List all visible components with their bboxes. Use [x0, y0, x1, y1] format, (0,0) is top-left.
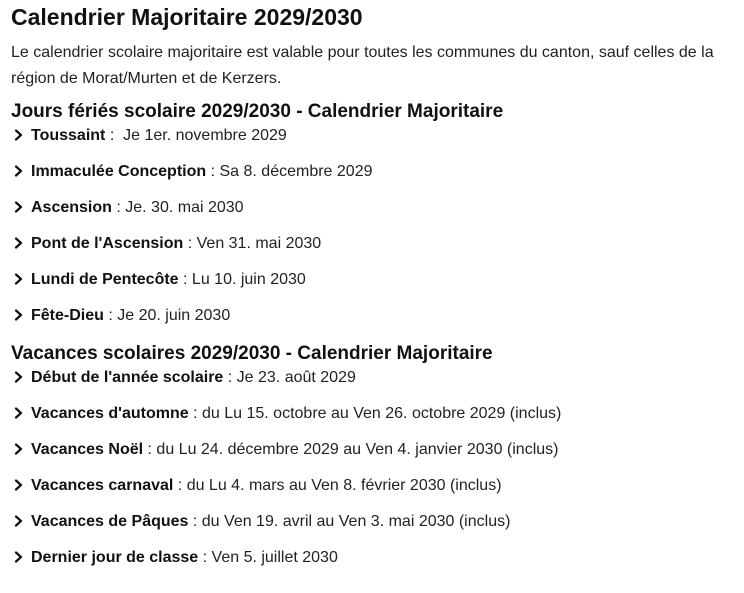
- item-value: du Lu 15. octobre au Ven 26. octobre 2029 (inclus): [202, 405, 562, 422]
- list-item: Vacances d'automne : du Lu 15. octobre au Ven 26. octobre 2029 (inclus): [11, 404, 733, 440]
- item-value: du Ven 19. avril au Ven 3. mai 2030 (inclus): [201, 513, 511, 530]
- item-label: Vacances Noël: [31, 441, 144, 458]
- item-value: Je. 30. mai 2030: [125, 199, 244, 216]
- chevron-right-icon: [11, 126, 31, 146]
- chevron-right-icon: [11, 368, 31, 388]
- item-value: Je 20. juin 2030: [117, 307, 231, 324]
- list-item: Vacances Noël : du Lu 24. décembre 2029 au Ven 4. janvier 2030 (inclus): [11, 440, 733, 476]
- list-item: Fête-Dieu : Je 20. juin 2030: [11, 306, 733, 342]
- item-label: Dernier jour de classe: [31, 549, 199, 566]
- item-value: du Lu 4. mars au Ven 8. février 2030 (inclus): [186, 477, 502, 494]
- list-item: Pont de l'Ascension : Ven 31. mai 2030: [11, 234, 733, 270]
- list-item: Vacances carnaval : du Lu 4. mars au Ven 8. février 2030 (inclus): [11, 476, 733, 512]
- chevron-right-icon: [11, 548, 31, 568]
- item-label: Fête-Dieu: [31, 307, 104, 324]
- chevron-right-icon: [11, 162, 31, 182]
- list-item: Lundi de Pentecôte : Lu 10. juin 2030: [11, 270, 733, 306]
- item-value: Je 1er. novembre 2029: [123, 127, 287, 144]
- item-value: Je 23. août 2029: [236, 369, 356, 386]
- item-label: Immaculée Conception: [31, 163, 207, 180]
- list-item: Toussaint : Je 1er. novembre 2029: [11, 126, 733, 162]
- item-label: Lundi de Pentecôte: [31, 271, 179, 288]
- item-label: Toussaint: [31, 127, 106, 144]
- chevron-right-icon: [11, 440, 31, 460]
- list-item: Immaculée Conception : Sa 8. décembre 2029: [11, 162, 733, 198]
- chevron-right-icon: [11, 198, 31, 218]
- chevron-right-icon: [11, 270, 31, 290]
- item-value: du Lu 24. décembre 2029 au Ven 4. janvier 2030 (inclus): [156, 441, 559, 458]
- item-label: Vacances d'automne: [31, 405, 189, 422]
- list-item: Vacances de Pâques : du Ven 19. avril au Ven 3. mai 2030 (inclus): [11, 512, 733, 548]
- chevron-right-icon: [11, 306, 31, 326]
- item-label: Vacances de Pâques: [31, 513, 189, 530]
- chevron-right-icon: [11, 404, 31, 424]
- chevron-right-icon: [11, 234, 31, 254]
- item-value: Sa 8. décembre 2029: [219, 163, 373, 180]
- chevron-right-icon: [11, 512, 31, 532]
- item-value: Lu 10. juin 2030: [191, 271, 306, 288]
- item-value: Ven 5. juillet 2030: [211, 549, 338, 566]
- list-item: Dernier jour de classe : Ven 5. juillet 2030: [11, 548, 733, 584]
- item-value: Ven 31. mai 2030: [196, 235, 322, 252]
- vacations-list: [11, 368, 733, 584]
- page-title: Calendrier Majoritaire 2029/2030: [11, 4, 363, 30]
- item-label: Ascension: [31, 199, 112, 216]
- chevron-right-icon: [11, 476, 31, 496]
- holidays-heading: Jours fériés scolaire 2029/2030 - Calendrier Majoritaire: [11, 101, 504, 122]
- vacations-heading: Vacances scolaires 2029/2030 - Calendrier Majoritaire: [11, 343, 493, 364]
- list-item: Début de l'année scolaire : Je 23. août 2029: [11, 368, 733, 404]
- intro-text: Le calendrier scolaire majoritaire est valable pour toutes les communes du canton, sauf celles de la région de Morat/Murten et de Kerzers.: [11, 44, 714, 87]
- holidays-list: [11, 126, 733, 342]
- item-label: Pont de l'Ascension: [31, 235, 184, 252]
- list-item: Ascension : Je. 30. mai 2030: [11, 198, 733, 234]
- item-label: Début de l'année scolaire: [31, 369, 224, 386]
- item-label: Vacances carnaval: [31, 477, 174, 494]
